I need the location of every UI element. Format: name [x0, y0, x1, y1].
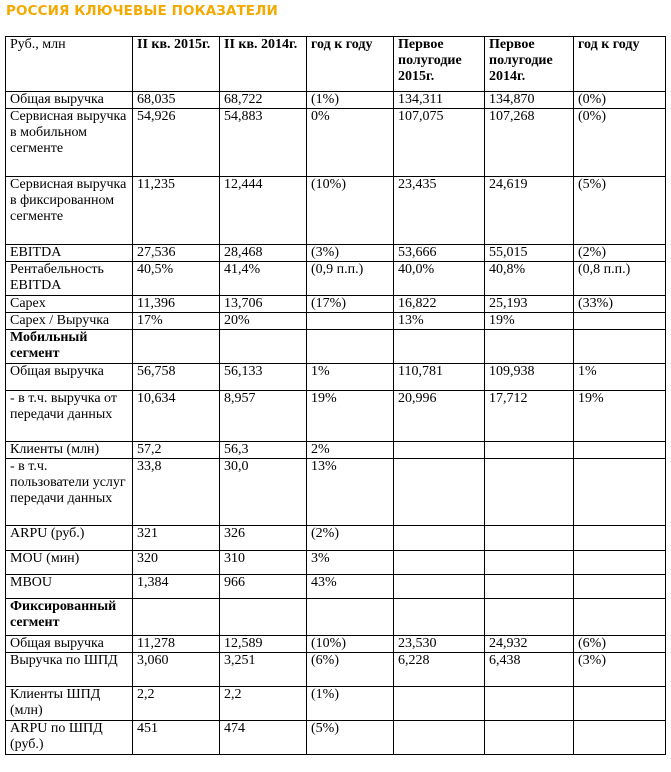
- value-cell: 3%: [307, 551, 394, 575]
- value-cell: [220, 599, 307, 636]
- value-cell: [394, 599, 485, 636]
- value-cell: [574, 721, 666, 755]
- value-cell: 109,938: [485, 364, 574, 391]
- value-cell: 54,883: [220, 109, 307, 177]
- value-cell: 17,712: [485, 391, 574, 442]
- value-cell: [394, 721, 485, 755]
- value-cell: 43%: [307, 575, 394, 599]
- value-cell: 25,193: [485, 296, 574, 313]
- value-cell: (1%): [307, 687, 394, 721]
- value-cell: (3%): [574, 653, 666, 687]
- value-cell: 55,015: [485, 245, 574, 262]
- value-cell: [574, 575, 666, 599]
- value-cell: 11,235: [133, 177, 220, 245]
- value-cell: [485, 459, 574, 526]
- value-cell: 56,133: [220, 364, 307, 391]
- table-row: [6, 526, 666, 551]
- table-row: [6, 442, 666, 459]
- value-cell: 20,996: [394, 391, 485, 442]
- row-label: Общая выручка: [6, 364, 133, 391]
- row-label: - в т.ч. пользователи услуг передачи данных: [6, 459, 133, 526]
- value-cell: 23,435: [394, 177, 485, 245]
- value-cell: [574, 687, 666, 721]
- value-cell: 41,4%: [220, 262, 307, 296]
- header-cell: Руб., млн: [6, 37, 133, 92]
- value-cell: 68,722: [220, 92, 307, 109]
- value-cell: 13,706: [220, 296, 307, 313]
- row-label: ARPU (руб.): [6, 526, 133, 551]
- value-cell: [574, 442, 666, 459]
- value-cell: 12,589: [220, 636, 307, 653]
- value-cell: 27,536: [133, 245, 220, 262]
- row-label: - в т.ч. выручка от передачи данных: [6, 391, 133, 442]
- value-cell: 13%: [307, 459, 394, 526]
- row-label: Сервисная выручка в фиксированном сегменте: [6, 177, 133, 245]
- row-label: MOU (мин): [6, 551, 133, 575]
- value-cell: [307, 599, 394, 636]
- value-cell: 1%: [574, 364, 666, 391]
- table-row: [6, 391, 666, 442]
- value-cell: 0%: [307, 109, 394, 177]
- value-cell: 11,396: [133, 296, 220, 313]
- value-cell: 17%: [133, 313, 220, 330]
- value-cell: (0,8 п.п.): [574, 262, 666, 296]
- value-cell: 326: [220, 526, 307, 551]
- value-cell: 19%: [574, 391, 666, 442]
- value-cell: [574, 313, 666, 330]
- table-row: [6, 636, 666, 653]
- row-label: Выручка по ШПД: [6, 653, 133, 687]
- table-row: [6, 653, 666, 687]
- table-row: [6, 177, 666, 245]
- value-cell: (33%): [574, 296, 666, 313]
- value-cell: 6,438: [485, 653, 574, 687]
- value-cell: (0,9 п.п.): [307, 262, 394, 296]
- value-cell: 107,075: [394, 109, 485, 177]
- section-row: [6, 330, 666, 364]
- value-cell: 6,228: [394, 653, 485, 687]
- value-cell: 33,8: [133, 459, 220, 526]
- table-row: [6, 687, 666, 721]
- value-cell: [394, 687, 485, 721]
- value-cell: 1%: [307, 364, 394, 391]
- value-cell: [485, 442, 574, 459]
- value-cell: 20%: [220, 313, 307, 330]
- value-cell: 2,2: [220, 687, 307, 721]
- value-cell: (10%): [307, 636, 394, 653]
- value-cell: (6%): [307, 653, 394, 687]
- table-row: [6, 364, 666, 391]
- value-cell: [574, 599, 666, 636]
- value-cell: (6%): [574, 636, 666, 653]
- table-row: [6, 459, 666, 526]
- value-cell: [574, 551, 666, 575]
- value-cell: [394, 442, 485, 459]
- table-row: [6, 296, 666, 313]
- value-cell: [307, 313, 394, 330]
- value-cell: [394, 330, 485, 364]
- value-cell: [574, 459, 666, 526]
- value-cell: 134,311: [394, 92, 485, 109]
- value-cell: [485, 721, 574, 755]
- value-cell: 24,932: [485, 636, 574, 653]
- value-cell: 966: [220, 575, 307, 599]
- value-cell: [394, 551, 485, 575]
- row-label: Клиенты ШПД (млн): [6, 687, 133, 721]
- value-cell: 13%: [394, 313, 485, 330]
- value-cell: 19%: [307, 391, 394, 442]
- header-cell: год к году: [307, 37, 394, 92]
- value-cell: 40,0%: [394, 262, 485, 296]
- value-cell: 19%: [485, 313, 574, 330]
- page-title: РОССИЯ КЛЮЧЕВЫЕ ПОКАЗАТЕЛИ: [6, 3, 278, 19]
- value-cell: 56,3: [220, 442, 307, 459]
- value-cell: 3,251: [220, 653, 307, 687]
- value-cell: 320: [133, 551, 220, 575]
- table-row: [6, 109, 666, 177]
- value-cell: 40,5%: [133, 262, 220, 296]
- value-cell: 8,957: [220, 391, 307, 442]
- value-cell: 54,926: [133, 109, 220, 177]
- row-label: Клиенты (млн): [6, 442, 133, 459]
- value-cell: 30,0: [220, 459, 307, 526]
- value-cell: 16,822: [394, 296, 485, 313]
- header-cell: Первое полугодие 2015г.: [394, 37, 485, 92]
- value-cell: 12,444: [220, 177, 307, 245]
- value-cell: 10,634: [133, 391, 220, 442]
- value-cell: 451: [133, 721, 220, 755]
- value-cell: [133, 599, 220, 636]
- value-cell: 53,666: [394, 245, 485, 262]
- row-label: Capex: [6, 296, 133, 313]
- table-header-row: [6, 37, 666, 92]
- header-cell: год к году: [574, 37, 666, 92]
- value-cell: [485, 551, 574, 575]
- section-row: [6, 599, 666, 636]
- value-cell: [574, 330, 666, 364]
- value-cell: 23,530: [394, 636, 485, 653]
- value-cell: 3,060: [133, 653, 220, 687]
- value-cell: [485, 330, 574, 364]
- value-cell: [307, 330, 394, 364]
- value-cell: 321: [133, 526, 220, 551]
- row-label: Сервисная выручка в мобильном сегменте: [6, 109, 133, 177]
- row-label: Общая выручка: [6, 92, 133, 109]
- row-label: ARPU по ШПД (руб.): [6, 721, 133, 755]
- value-cell: 134,870: [485, 92, 574, 109]
- row-label: Общая выручка: [6, 636, 133, 653]
- value-cell: [485, 575, 574, 599]
- row-label: Capex / Выручка: [6, 313, 133, 330]
- key-indicators-table: [5, 36, 666, 755]
- value-cell: 110,781: [394, 364, 485, 391]
- value-cell: 107,268: [485, 109, 574, 177]
- value-cell: [220, 330, 307, 364]
- value-cell: [485, 599, 574, 636]
- row-label: Рентабельность EBITDA: [6, 262, 133, 296]
- value-cell: (1%): [307, 92, 394, 109]
- table-row: [6, 313, 666, 330]
- value-cell: 2%: [307, 442, 394, 459]
- value-cell: 11,278: [133, 636, 220, 653]
- table-row: [6, 721, 666, 755]
- row-label: MBOU: [6, 575, 133, 599]
- value-cell: 56,758: [133, 364, 220, 391]
- value-cell: (2%): [307, 526, 394, 551]
- header-cell: II кв. 2014г.: [220, 37, 307, 92]
- value-cell: [394, 459, 485, 526]
- value-cell: (17%): [307, 296, 394, 313]
- table-row: [6, 92, 666, 109]
- table-row: [6, 551, 666, 575]
- value-cell: (0%): [574, 109, 666, 177]
- value-cell: 40,8%: [485, 262, 574, 296]
- value-cell: 474: [220, 721, 307, 755]
- header-cell: Первое полугодие 2014г.: [485, 37, 574, 92]
- table-row: [6, 245, 666, 262]
- value-cell: 310: [220, 551, 307, 575]
- section-label: Мобильный сегмент: [6, 330, 133, 364]
- value-cell: [485, 526, 574, 551]
- value-cell: 2,2: [133, 687, 220, 721]
- value-cell: (10%): [307, 177, 394, 245]
- value-cell: (5%): [574, 177, 666, 245]
- value-cell: [394, 575, 485, 599]
- value-cell: 1,384: [133, 575, 220, 599]
- table-row: [6, 575, 666, 599]
- header-cell: II кв. 2015г.: [133, 37, 220, 92]
- table-row: [6, 262, 666, 296]
- section-label: Фиксированный сегмент: [6, 599, 133, 636]
- value-cell: 28,468: [220, 245, 307, 262]
- table-body: [6, 37, 666, 755]
- value-cell: [485, 687, 574, 721]
- value-cell: (2%): [574, 245, 666, 262]
- row-label: EBITDA: [6, 245, 133, 262]
- value-cell: (0%): [574, 92, 666, 109]
- value-cell: (5%): [307, 721, 394, 755]
- value-cell: 57,2: [133, 442, 220, 459]
- value-cell: 24,619: [485, 177, 574, 245]
- value-cell: 68,035: [133, 92, 220, 109]
- value-cell: [133, 330, 220, 364]
- value-cell: (3%): [307, 245, 394, 262]
- value-cell: [574, 526, 666, 551]
- value-cell: [394, 526, 485, 551]
